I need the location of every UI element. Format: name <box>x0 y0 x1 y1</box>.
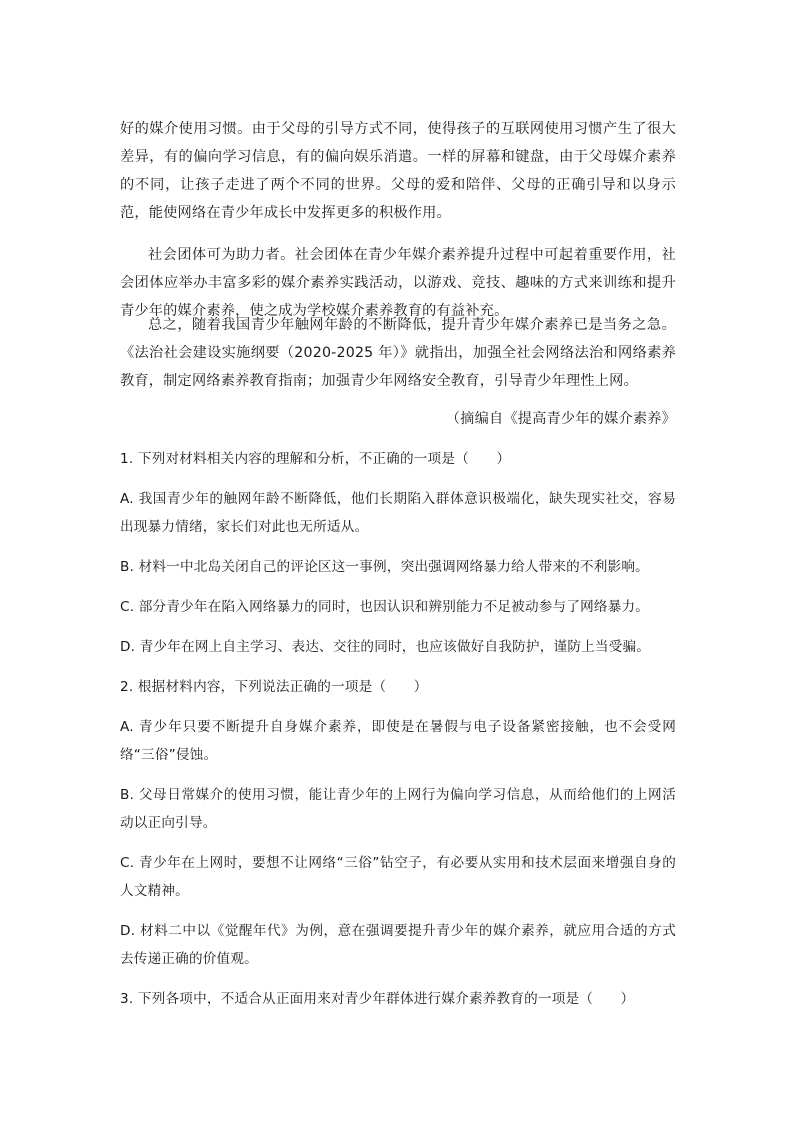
passage-paragraph-1: 好的媒介使用习惯。由于父母的引导方式不同，使得孩子的互联网使用习惯产生了很大差异，有的偏向学习信息，有的偏向娱乐消遣。一样的屏幕和键盘，由于父母媒介素养的不同，让孩子走进了两个不同的世界。父母的爱和陪伴、父母的正确引导和以身示范，能使网络在青少年成长中发挥更多的积极作用。 <box>120 121 676 221</box>
question-2-stem: 2. 根据材料内容，下列说法正确的一项是（ ） <box>120 679 428 695</box>
question-1-option-a: A. 我国青少年的触网年龄不断降低，他们长期陷入群体意识极端化，缺失现实社交，容易出现暴力情绪，家长们对此也无所适从。 <box>120 491 676 535</box>
passage-paragraph-3: 总之，随着我国青少年触网年龄的不断降低，提升青少年媒介素养已是当务之急。《法治社会建设实施纲要（2020-2025 年）》就指出，加强全社会网络法治和网络素养教育，制定网络素养教育指南；加强青少年网络安全教育，引导青少年理性上网。 <box>120 317 676 389</box>
question-3-stem: 3. 下列各项中，不适合从正面用来对青少年群体进行媒介素养教育的一项是（ ） <box>120 991 635 1007</box>
question-1-option-d: D. 青少年在网上自主学习、表达、交往的同时，也应该做好自我防护，谨防上当受骗。 <box>120 639 651 655</box>
question-1-option-c: C. 部分青少年在陷入网络暴力的同时，也因认识和辨别能力不足被动参与了网络暴力。 <box>120 599 650 615</box>
passage-paragraph-2: 社会团体可为助力者。社会团体在青少年媒介素养提升过程中可起着重要作用，社会团体应举办丰富多彩的媒介素养实践活动，以游戏、竞技、趣味的方式来训练和提升青少年的媒介素养，使之成为学校媒介素养教育的有益补充。 <box>120 247 676 319</box>
question-1-option-b: B. 材料一中北岛关闭自己的评论区这一事例，突出强调网络暴力给人带来的不利影响。 <box>120 559 649 575</box>
passage-source: （摘编自《提高青少年的媒介素养》 <box>445 411 676 427</box>
question-2-option-b: B. 父母日常媒介的使用习惯，能让青少年的上网行为偏向学习信息，从而给他们的上网活动以正向引导。 <box>120 787 676 831</box>
question-1-stem: 1. 下列对材料相关内容的理解和分析，不正确的一项是（ ） <box>120 451 511 467</box>
question-2-option-a: A. 青少年只要不断提升自身媒介素养，即使是在暑假与电子设备紧密接触，也不会受网络“三俗”侵蚀。 <box>120 719 676 763</box>
question-2-option-d: D. 材料二中以《觉醒年代》为例，意在强调要提升青少年的媒介素养，就应用合适的方式去传递正确的价值观。 <box>120 923 676 967</box>
question-2-option-c: C. 青少年在上网时，要想不让网络“三俗”钻空子，有必要从实用和技术层面来增强自身的人文精神。 <box>120 855 676 899</box>
